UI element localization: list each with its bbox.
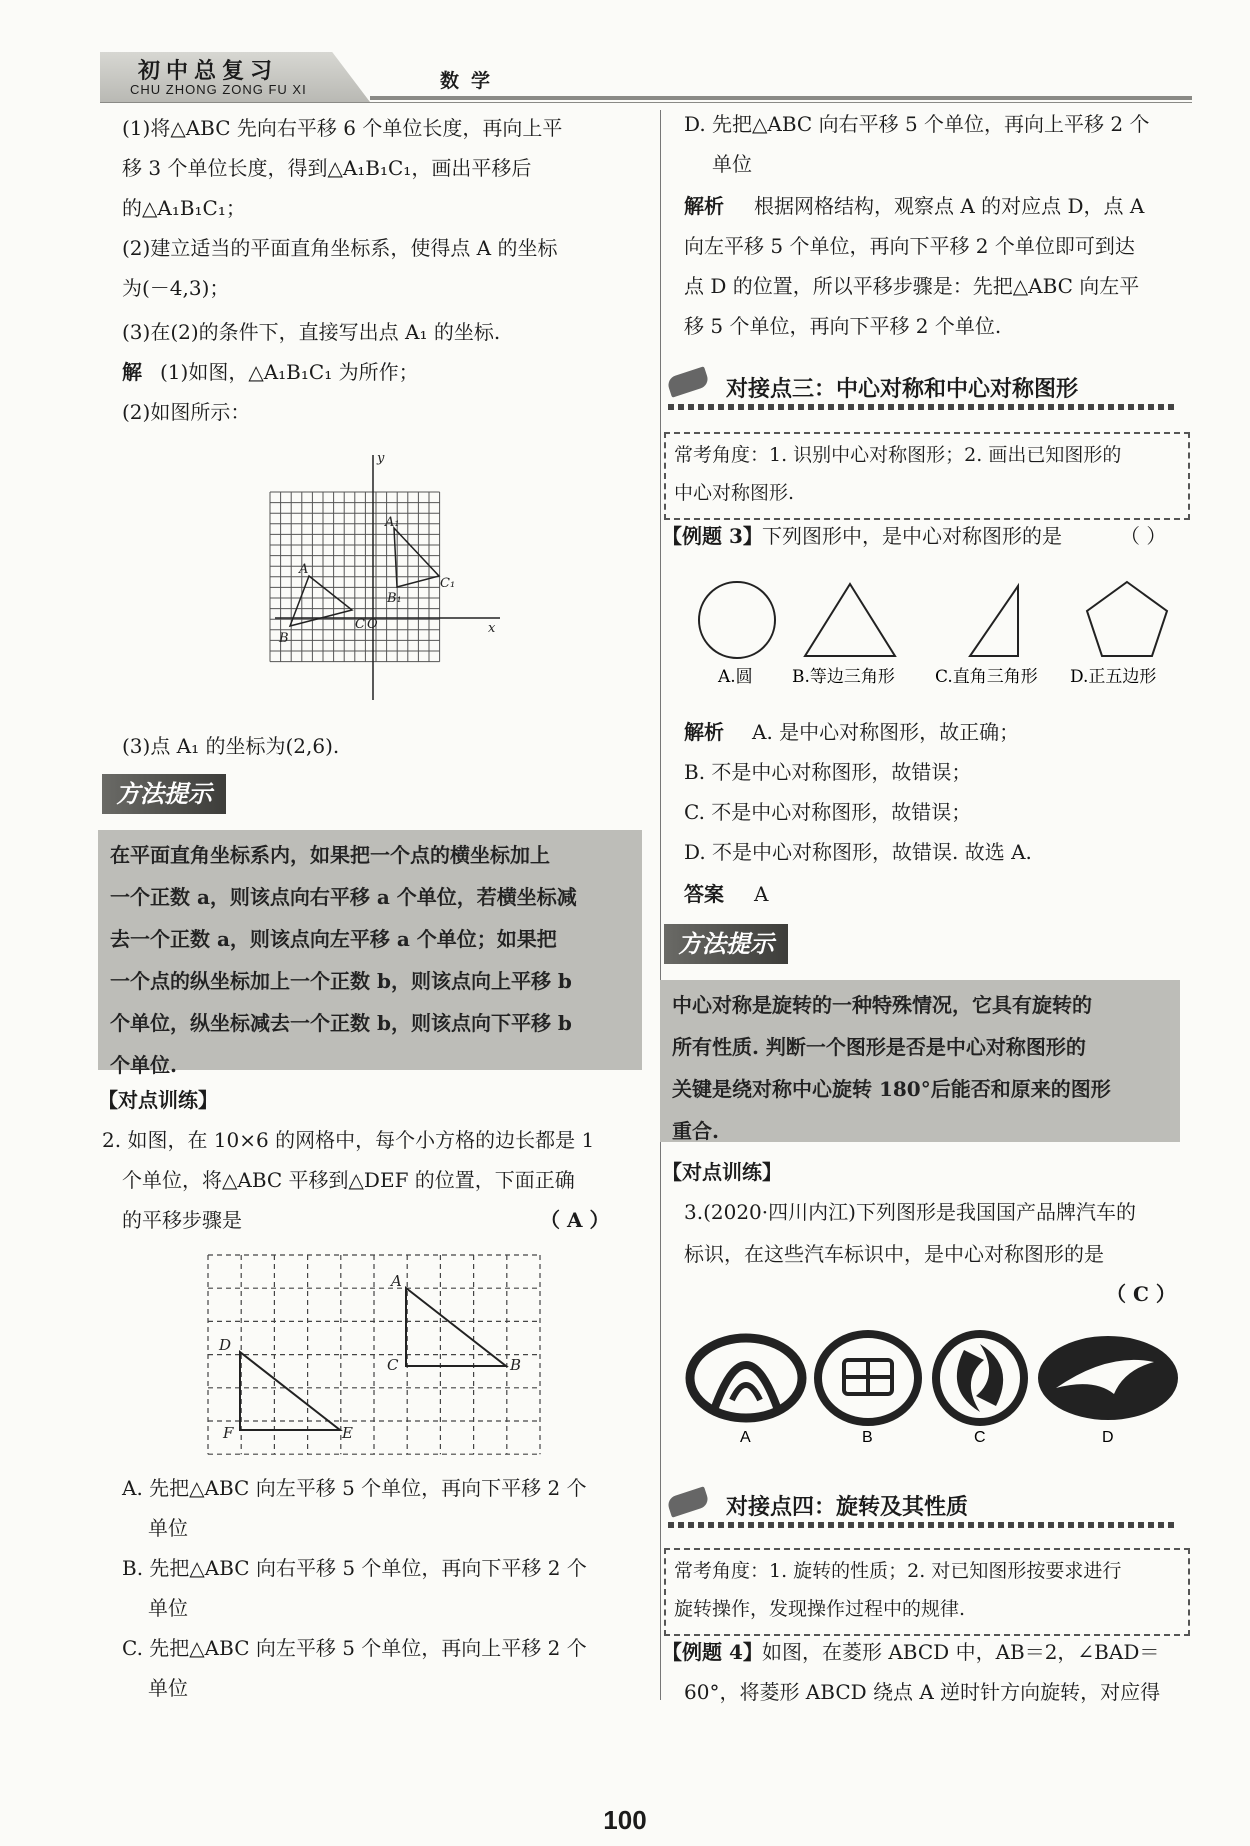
point-label-a: A	[299, 562, 309, 577]
section-4-angle-box	[664, 1548, 1190, 1636]
analysis-line: 点 D 的位置，所以平移步骤是：先把△ABC 向左平	[684, 274, 1140, 298]
tip-line: 所有性质. 判断一个图形是否是中心对称图形的	[672, 1035, 1086, 1059]
grid-lines	[270, 492, 440, 662]
point-label-f: F	[223, 1424, 234, 1442]
solution-line: (1)如图，△A₁B₁C₁ 为所作；	[160, 360, 419, 384]
shape-label: A.圆	[718, 667, 753, 686]
point-label-c: C	[355, 617, 365, 632]
pentagon-shape	[1087, 582, 1167, 656]
ex3-analysis-label: 解析	[684, 720, 724, 744]
pencil-icon	[666, 366, 710, 397]
solution-label: 解	[122, 360, 142, 384]
option-c: C. 先把△ABC 向左平移 5 个单位，再向上平移 2 个	[122, 1636, 587, 1660]
training-label: 【对点训练】	[98, 1088, 218, 1112]
equilateral-triangle-shape	[805, 584, 895, 656]
pencil-icon	[666, 1486, 710, 1517]
ex3-answer-label: 答案	[684, 882, 724, 906]
triangle-a1b1c1	[394, 528, 439, 587]
q2-line: 2. 如图，在 10×6 的网格中，每个小方格的边长都是 1	[102, 1128, 595, 1152]
logo-c	[936, 1334, 1024, 1422]
section-4-title: 对接点四：旋转及其性质	[726, 1494, 969, 1520]
x-axis-label: x	[488, 621, 496, 636]
example-3-shapes	[690, 576, 1190, 686]
q3-line: 标识，在这些汽车标识中，是中心对称图形的是	[684, 1242, 1104, 1266]
point-label-o: O	[367, 617, 378, 632]
analysis-label: 解析	[684, 194, 724, 218]
logo-b	[818, 1334, 918, 1422]
q2-line: 的平移步骤是	[122, 1208, 242, 1232]
shape-label: C.直角三角形	[935, 667, 1038, 686]
option-a-cont: 单位	[148, 1516, 188, 1540]
option-d: D. 先把△ABC 向右平移 5 个单位，再向上平移 2 个	[684, 112, 1150, 136]
tip-line: 在平面直角坐标系内，如果把一个点的横坐标加上	[110, 843, 550, 867]
example-3-paren: （ ）	[1120, 524, 1167, 548]
point-label-b: B	[279, 631, 289, 646]
training-label: 【对点训练】	[662, 1160, 782, 1184]
example-4-line: 60°，将菱形 ABCD 绕点 A 逆时针方向旋转，对应得	[684, 1680, 1161, 1704]
column-divider	[660, 110, 661, 1700]
option-c-cont: 单位	[148, 1676, 188, 1700]
q2-answer: （ A ）	[540, 1208, 610, 1232]
section-3-angle-box	[664, 432, 1190, 520]
method-tip-tag: 方法提示	[664, 924, 788, 964]
example-3-label: 【例题 3】	[662, 524, 763, 548]
right-triangle-shape	[970, 586, 1018, 656]
book-pinyin: CHU ZHONG ZONG FU XI	[130, 82, 307, 97]
point-label-e: E	[342, 1424, 353, 1442]
q1-line: (2)建立适当的平面直角坐标系，使得点 A 的坐标	[122, 236, 558, 260]
ex3-analysis-line: A. 是中心对称图形，故正确；	[752, 720, 1020, 744]
ex3-analysis-line: D. 不是中心对称图形，故错误. 故选 A.	[684, 840, 1032, 864]
triangle-abc	[406, 1288, 506, 1366]
translation-grid-figure	[205, 1252, 550, 1462]
ex3-answer: A	[754, 882, 769, 906]
tip-line: 去一个正数 a，则该点向左平移 a 个单位；如果把	[110, 927, 557, 951]
q3-line: 3.(2020·四川内江)下列图形是我国国产品牌汽车的	[684, 1200, 1136, 1224]
logo-label: B	[862, 1429, 873, 1446]
analysis-line: 移 5 个单位，再向下平移 2 个单位.	[684, 314, 1002, 338]
q1-line: 的△A₁B₁C₁；	[122, 196, 246, 220]
ex3-analysis-line: B. 不是中心对称图形，故错误；	[684, 760, 972, 784]
page-number: 100	[603, 1805, 647, 1835]
method-tip-box	[660, 980, 1180, 1142]
method-tip-box	[98, 830, 642, 1077]
q1-line: 移 3 个单位长度，得到△A₁B₁C₁，画出平移后	[122, 156, 532, 180]
logo-d	[1038, 1336, 1178, 1420]
point-label-a: A	[391, 1272, 402, 1290]
point-label-d: D	[219, 1336, 232, 1354]
point-label-b: B	[510, 1356, 522, 1374]
triangle-def	[240, 1352, 340, 1430]
tip-line: 中心对称是旋转的一种特殊情况，它具有旋转的	[672, 993, 1092, 1017]
tip-line: 个单位.	[110, 1053, 177, 1077]
section-4-underline	[668, 1522, 1174, 1528]
car-logos	[684, 1330, 1184, 1450]
q1-line: (1)将△ABC 先向右平移 6 个单位长度，再向上平	[122, 116, 563, 140]
book-title: 初中总复习	[138, 58, 279, 84]
example-4-line: 如图，在菱形 ABCD 中，AB＝2，∠BAD＝	[762, 1640, 1160, 1664]
angle-line: 常考角度：1. 旋转的性质；2. 对已知图形按要求进行	[674, 1560, 1122, 1582]
logo-label: D	[1102, 1429, 1114, 1446]
solution-line: (2)如图所示：	[122, 400, 251, 424]
q1-line: (3)在(2)的条件下，直接写出点 A₁ 的坐标.	[122, 320, 501, 344]
option-b-cont: 单位	[148, 1596, 188, 1620]
option-a: A. 先把△ABC 向左平移 5 个单位，再向下平移 2 个	[122, 1476, 587, 1500]
ex3-analysis-line: C. 不是中心对称图形，故错误；	[684, 800, 972, 824]
tip-line: 一个点的纵坐标加上一个正数 b，则该点向上平移 b	[110, 969, 572, 993]
analysis-line: 向左平移 5 个单位，再向下平移 2 个单位即可到达	[684, 234, 1135, 258]
coordinate-grid-figure	[255, 450, 505, 710]
angle-line: 常考角度：1. 识别中心对称图形；2. 画出已知图形的	[674, 444, 1122, 466]
analysis-line: 根据网格结构，观察点 A 的对应点 D，点 A	[754, 194, 1145, 218]
header-rule	[370, 96, 1192, 100]
tip-line: 个单位，纵坐标减去一个正数 b，则该点向下平移 b	[110, 1011, 572, 1035]
point-label-b1: B₁	[387, 591, 402, 606]
point-label-a1: A₁	[385, 515, 400, 530]
example-4-label: 【例题 4】	[662, 1640, 763, 1664]
angle-line: 中心对称图形.	[674, 482, 795, 504]
shape-label: D.正五边形	[1070, 667, 1157, 686]
logo-label: A	[740, 1429, 751, 1446]
solution-line: (3)点 A₁ 的坐标为(2,6).	[122, 734, 340, 758]
point-label-c1: C₁	[440, 576, 456, 591]
tip-line: 一个正数 a，则该点向右平移 a 个单位，若横坐标减	[110, 885, 577, 909]
q1-line: 为(－4,3)；	[122, 276, 230, 300]
method-tip-tag: 方法提示	[102, 774, 226, 814]
point-label-c: C	[387, 1356, 399, 1374]
section-3-title: 对接点三：中心对称和中心对称图形	[726, 376, 1079, 402]
option-d-cont: 单位	[712, 152, 752, 176]
tip-line: 重合.	[672, 1119, 719, 1143]
logo-a	[690, 1338, 802, 1418]
q2-line: 个单位，将△ABC 平移到△DEF 的位置，下面正确	[122, 1168, 575, 1192]
circle-shape	[699, 582, 775, 658]
q3-answer: （ C ）	[1106, 1282, 1176, 1306]
example-3-text: 下列图形中，是中心对称图形的是	[762, 524, 1062, 548]
shape-label: B.等边三角形	[792, 667, 895, 686]
subject-title: 数学	[440, 70, 503, 92]
section-3-underline	[668, 404, 1174, 410]
tip-line: 关键是绕对称中心旋转 180°后能否和原来的图形	[672, 1077, 1111, 1101]
logo-label: C	[974, 1429, 986, 1446]
header-rule-thin	[100, 102, 1192, 103]
option-b: B. 先把△ABC 向右平移 5 个单位，再向下平移 2 个	[122, 1556, 587, 1580]
angle-line: 旋转操作，发现操作过程中的规律.	[674, 1598, 966, 1620]
y-axis-label: y	[377, 451, 385, 466]
